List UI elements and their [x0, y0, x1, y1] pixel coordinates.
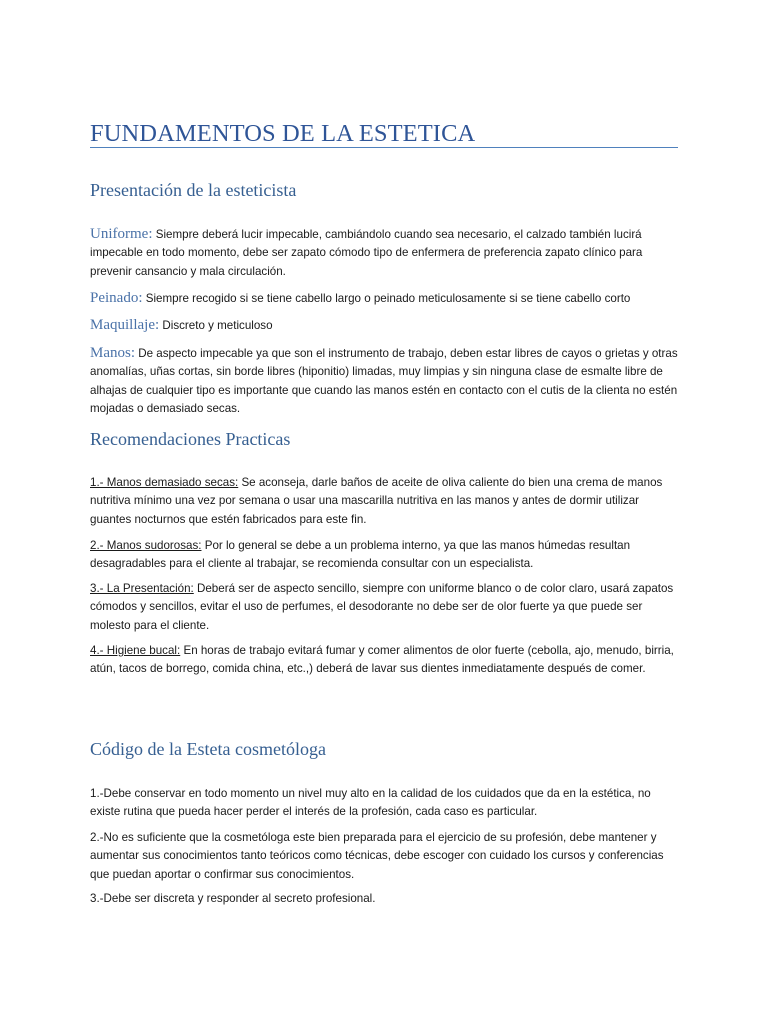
- term-uniforme: Uniforme:: [90, 226, 153, 242]
- term-peinado: Peinado:: [90, 290, 143, 306]
- code-item: 2.-No es suficiente que la cosmetóloga este bien preparada para el ejercicio de su profesión, debe mantener y aumentar sus conocimientos tanto teóricos como técnicas, debe escoger con cuidado los cursos y conferencias que puedan aportar o confirmar sus conocimientos.: [90, 831, 664, 881]
- recommendation-label: 1.- Manos demasiado secas:: [90, 476, 239, 489]
- code-item: 1.-Debe conservar en todo momento un nivel muy alto en la calidad de los cuidados que da en la estética, no existe rutina que pueda hacer perder el interés de la profesión, cada caso es particular.: [90, 787, 651, 819]
- text-manos: De aspecto impecable ya que son el instrumento de trabajo, deben estar libres de cayos o grietas y otras anomalías, uñas cortas, sin borde libres (hiponitio) limadas, muy limpias y sin ninguna clase de esmalte libre de alhajas de cualquier tipo es importante que cuando las manos estén en contacto con el cutis de la clienta no estén mojadas o demasiado secas.: [90, 347, 678, 416]
- recommendation-text: Por lo general se debe a un problema interno, ya que las manos húmedas resultan desagradables para el cliente al trabajar, se recomienda consultar con un especialista.: [90, 539, 631, 571]
- section-heading-presentacion: Presentación de la esteticista: [90, 180, 297, 200]
- code-item: 3.-Debe ser discreta y responder al secreto profesional.: [90, 892, 376, 905]
- recommendation-text: En horas de trabajo evitará fumar y comer alimentos de olor fuerte (cebolla, ajo, menudo, birria, atún, tacos de borrego, comida china, etc.,) deberá de lavar sus dientes inmediatamente después de comer.: [90, 644, 674, 676]
- recommendation-item: [90, 537, 680, 574]
- text-uniforme: Siempre deberá lucir impecable, cambiándolo cuando sea necesario, el calzado también lucirá impecable en todo momento, debe ser zapato cómodo tipo de enfermera de preferencia zapato clínico para prevenir cansancio y mala circulación.: [90, 228, 643, 278]
- recommendation-label: 4.- Higiene bucal:: [90, 644, 181, 657]
- text-maquillaje: Discreto y meticuloso: [159, 319, 273, 332]
- recommendation-item: [90, 474, 680, 529]
- text-peinado: Siempre recogido si se tiene cabello largo o peinado meticulosamente si se tiene cabello corto: [142, 292, 631, 305]
- paragraph-maquillaje: [90, 316, 680, 335]
- paragraph-uniforme: [90, 225, 680, 281]
- paragraph-peinado: [90, 289, 680, 308]
- recommendation-label: 2.- Manos sudorosas:: [90, 539, 202, 552]
- paragraph-manos: [90, 344, 680, 419]
- recommendation-item: [90, 642, 680, 679]
- recommendation-item: [90, 580, 680, 635]
- term-maquillaje: Maquillaje:: [90, 317, 160, 333]
- section-heading-codigo: Código de la Esteta cosmetóloga: [90, 739, 326, 759]
- document-title: FUNDAMENTOS DE LA ESTETICA: [90, 120, 476, 147]
- recommendation-text: Deberá ser de aspecto sencillo, siempre con uniforme blanco o de color claro, usará zapatos cómodos y sencillos, evitar el uso de perfumes, el desodorante no debe ser de olor fuerte ya que puede ser molesto para el cliente.: [90, 582, 674, 632]
- term-manos: Manos:: [90, 345, 135, 361]
- recommendation-label: 3.- La Presentación:: [90, 582, 194, 595]
- section-heading-recomendaciones: Recomendaciones Practicas: [90, 429, 291, 449]
- recommendation-text: Se aconseja, darle baños de aceite de oliva caliente do bien una crema de manos nutritiva mínimo una vez por semana o usar una mascarilla nutritiva en las manos y antes de dormir utilizar guantes nocturnos que estén fabricados para este fin.: [90, 476, 663, 526]
- title-underline-rule: [90, 147, 678, 148]
